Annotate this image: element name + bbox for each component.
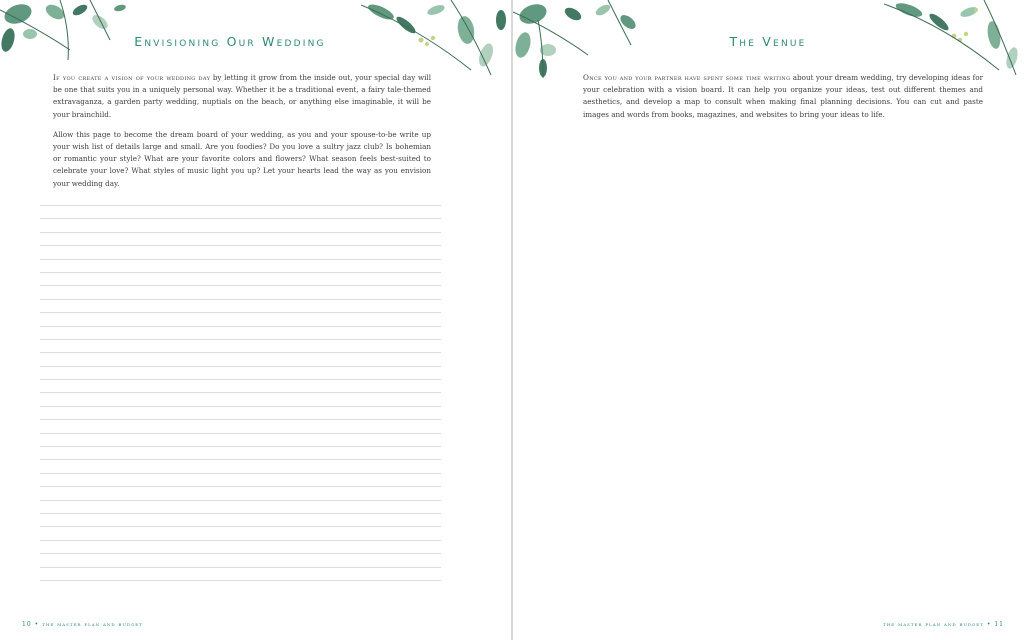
writing-line[interactable] (40, 272, 441, 285)
page-footer (883, 621, 1004, 628)
writing-line[interactable] (40, 473, 441, 486)
paragraph-text: by letting it grow from the inside out, your special day will be one that suits you in a uniquely personal way. Whether it be a traditional event, a fairy tale-themed extravaganza, a garden party wedding, nuptials on the beach, or anything else imaginable, it will be your brainchild. (53, 73, 431, 119)
writing-line[interactable] (40, 245, 441, 258)
writing-line[interactable] (40, 218, 441, 231)
writing-line[interactable] (40, 419, 441, 432)
paragraph-text: about your dream wedding, try developing ideas for your celebration with a vision board. It can help you organize your ideas, test out different themes and aesthetics, and develop a map to consult when making final planning decisions. You can cut and paste images and words from books, magazines, and websites to bring your ideas to life. (583, 73, 984, 119)
bullet-dot-icon: • (986, 621, 992, 628)
left-page (0, 0, 511, 640)
paragraph: Allow this page to become the dream board of your wedding, as you and your spouse-to-be write up your wish list of details large and small. Are you foodies? Do you love a sultry jazz club? Is bohemian or romantic your style? What are your favorite colors and flowers? What season feels best-suited to celebrate your love? What styles of music light you up? Let your hearts lead the way as you envision your wedding day. (53, 129, 431, 188)
writing-lines[interactable] (40, 205, 441, 593)
intro-text (583, 72, 983, 129)
page-number: 11 (994, 621, 1004, 628)
writing-line[interactable] (40, 500, 441, 513)
writing-line[interactable] (40, 567, 441, 580)
lead-in: If you create a vision of your wedding day (53, 73, 211, 82)
writing-line[interactable] (40, 352, 441, 365)
writing-line[interactable] (40, 540, 441, 553)
right-page (513, 0, 1024, 640)
writing-line[interactable] (40, 205, 441, 218)
writing-line[interactable] (40, 513, 441, 526)
writing-line[interactable] (40, 392, 441, 405)
writing-line[interactable] (40, 326, 441, 339)
section-name: the master plan and budget (883, 621, 984, 628)
paragraph (53, 72, 431, 121)
writing-line[interactable] (40, 580, 441, 593)
writing-line[interactable] (40, 366, 441, 379)
page-title: Envisioning Our Wedding (134, 34, 326, 49)
writing-line[interactable] (40, 339, 441, 352)
bullet-dot-icon: • (34, 621, 40, 628)
writing-line[interactable] (40, 446, 441, 459)
page-footer (22, 621, 143, 628)
writing-line[interactable] (40, 459, 441, 472)
writing-line[interactable] (40, 406, 441, 419)
page-number: 10 (22, 621, 32, 628)
writing-line[interactable] (40, 259, 441, 272)
section-name: the master plan and budget (42, 621, 143, 628)
writing-line[interactable] (40, 379, 441, 392)
intro-text (53, 72, 431, 198)
writing-line[interactable] (40, 433, 441, 446)
paragraph (583, 72, 983, 121)
writing-line[interactable] (40, 299, 441, 312)
writing-line[interactable] (40, 285, 441, 298)
writing-line[interactable] (40, 232, 441, 245)
writing-line[interactable] (40, 526, 441, 539)
lead-in: Once you and your partner have spent some time writing (583, 73, 791, 82)
writing-line[interactable] (40, 312, 441, 325)
page-title: The Venue (729, 34, 807, 49)
writing-line[interactable] (40, 553, 441, 566)
writing-line[interactable] (40, 486, 441, 499)
